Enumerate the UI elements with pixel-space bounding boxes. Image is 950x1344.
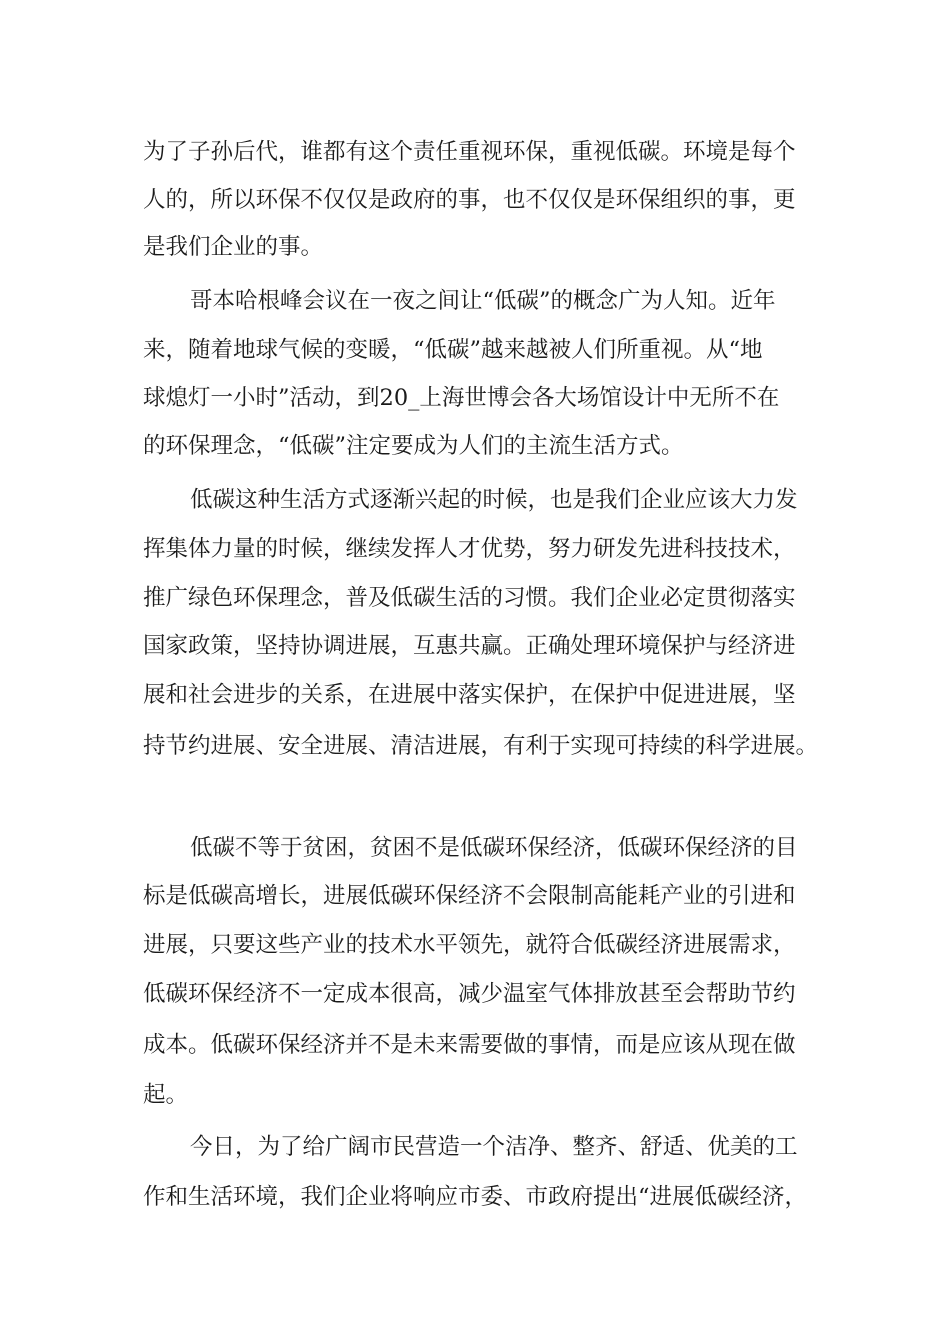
text-line: 进展，只要这些产业的技术水平领先，就符合低碳经济进展需求， [143,932,796,958]
text-line: 推广绿色环保理念，普及低碳生活的习惯。我们企业必定贯彻落实 [143,585,796,611]
text-line: 国家政策，坚持协调进展，互惠共赢。正确处理环境保护与经济进 [143,633,796,659]
text-line: 低碳不等于贫困，贫困不是低碳环保经济，低碳环保经济的目 [190,835,798,861]
text-line: 的环保理念，“低碳”注定要成为人们的主流生活方式。 [143,433,684,459]
text-line: 标是低碳高增长，进展低碳环保经济不会限制高能耗产业的引进和 [143,883,796,909]
text-line: 低碳环保经济不一定成本很高，减少温室气体排放甚至会帮助节约 [143,981,796,1007]
text-line: 是我们企业的事。 [143,234,324,260]
text-line: 今日，为了给广阔市民营造一个洁净、整齐、舒适、优美的工 [190,1134,798,1160]
text-line: 来，随着地球气候的变暖，“低碳”越来越被人们所重视。从“地 [143,337,763,363]
text-line: 人的，所以环保不仅仅是政府的事，也不仅仅是环保组织的事，更 [143,187,796,213]
text-line: 起。 [143,1082,189,1108]
text-line: 持节约进展、安全进展、清洁进展，有利于实现可持续的科学进展。 [143,733,819,759]
text-line: 成本。低碳环保经济并不是未来需要做的事情，而是应该从现在做 [143,1032,796,1058]
text-line: 哥本哈根峰会议在一夜之间让“低碳”的概念广为人知。近年 [190,288,776,314]
text-line: 作和生活环境，我们企业将响应市委、市政府提出“进展低碳经济， [143,1184,808,1210]
text-line: 为了子孙后代，谁都有这个责任重视环保，重视低碳。环境是每个 [143,139,796,165]
text-line: 球熄灯一小时”活动，到20_上海世博会各大场馆设计中无所不在 [143,385,780,411]
text-line: 挥集体力量的时候，继续发挥人才优势，努力研发先进科技技术， [143,536,796,562]
text-line: 低碳这种生活方式逐渐兴起的时候，也是我们企业应该大力发 [190,487,798,513]
text-line: 展和社会进步的关系，在进展中落实保护，在保护中促进进展，坚 [143,682,796,708]
